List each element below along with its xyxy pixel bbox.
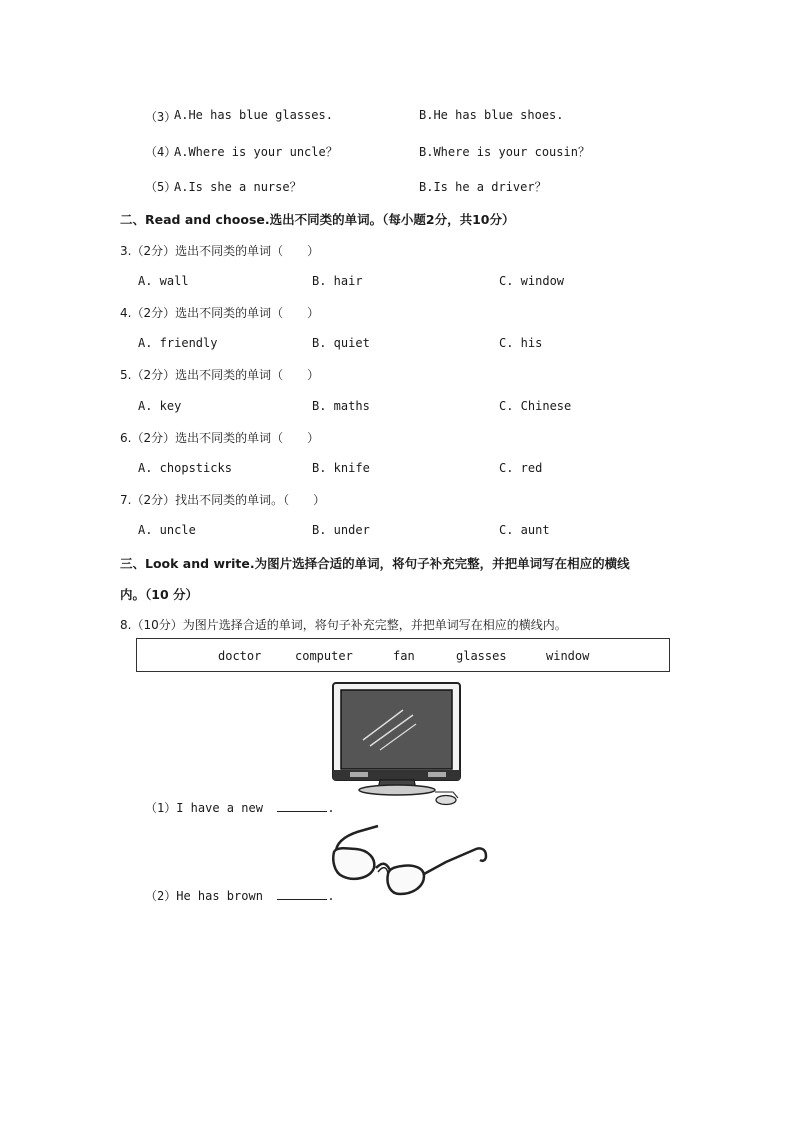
choice-b: B. quiet [312,336,370,350]
word-bank [136,638,670,672]
item-number: （3） [145,110,177,124]
sentence-text: I have a new [176,801,263,815]
choice-c: C. aunt [499,523,550,537]
answer-blank[interactable] [277,889,327,900]
question-stem: 8.（10分）为图片选择合适的单词，将句子补充完整，并把单词写在相应的横线内。 [120,618,567,632]
choice-a: A. chopsticks [138,461,232,475]
word-bank-item: computer [295,649,353,663]
sentence-text: He has brown [176,889,263,903]
section-heading: 三、Look and write.为图片选择合适的单词，将句子补充完整，并把单词写在相应的横线 [120,556,630,571]
sentence [145,887,335,904]
choice-a: A. wall [138,274,189,288]
option-b: B.Where is your cousin？ [419,145,590,159]
word-bank-item: window [546,649,590,663]
sentence-end: . [327,889,335,903]
item-number: （4） [145,145,177,159]
choice-b: B. hair [312,274,363,288]
option-a: A.He has blue glasses. [174,108,333,122]
choice-b: B. maths [312,399,370,413]
choice-a: A. key [138,399,182,413]
option-b: B.He has blue shoes. [419,108,564,122]
question-stem: 5.（2分）选出不同类的单词（ ） [120,368,320,382]
computer-monitor-image [328,680,468,808]
question-stem: 6.（2分）选出不同类的单词（ ） [120,431,320,445]
section-heading: 二、Read and choose.选出不同类的单词。（每小题2分，共10分） [120,212,515,227]
option-a: A.Where is your uncle？ [174,145,338,159]
question-stem: 7.（2分）找出不同类的单词。（ ） [120,493,326,507]
choice-c: C. Chinese [499,399,572,413]
word-bank-item: fan [393,649,415,663]
choice-c: C. his [499,336,543,350]
choice-a: A. uncle [138,523,196,537]
option-b: B.Is he a driver？ [419,180,547,194]
sentence-number: （2） [145,889,177,903]
sentence-number: （1） [145,801,177,815]
choice-b: B. knife [312,461,370,475]
choice-b: B. under [312,523,370,537]
word-bank-item: doctor [218,649,262,663]
choice-a: A. friendly [138,336,218,350]
sentence [145,799,335,816]
choice-c: C. red [499,461,543,475]
sentence-end: . [327,801,335,815]
choice-c: C. window [499,274,565,288]
answer-blank[interactable] [277,801,327,812]
section-heading-cont: 内。（10 分） [120,587,198,602]
question-stem: 3.（2分）选出不同类的单词（ ） [120,244,320,258]
option-a: A.Is she a nurse？ [174,180,302,194]
glasses-image [328,816,492,898]
word-bank-item: glasses [456,649,507,663]
question-stem: 4.（2分）选出不同类的单词（ ） [120,306,320,320]
item-number: （5） [145,180,177,194]
